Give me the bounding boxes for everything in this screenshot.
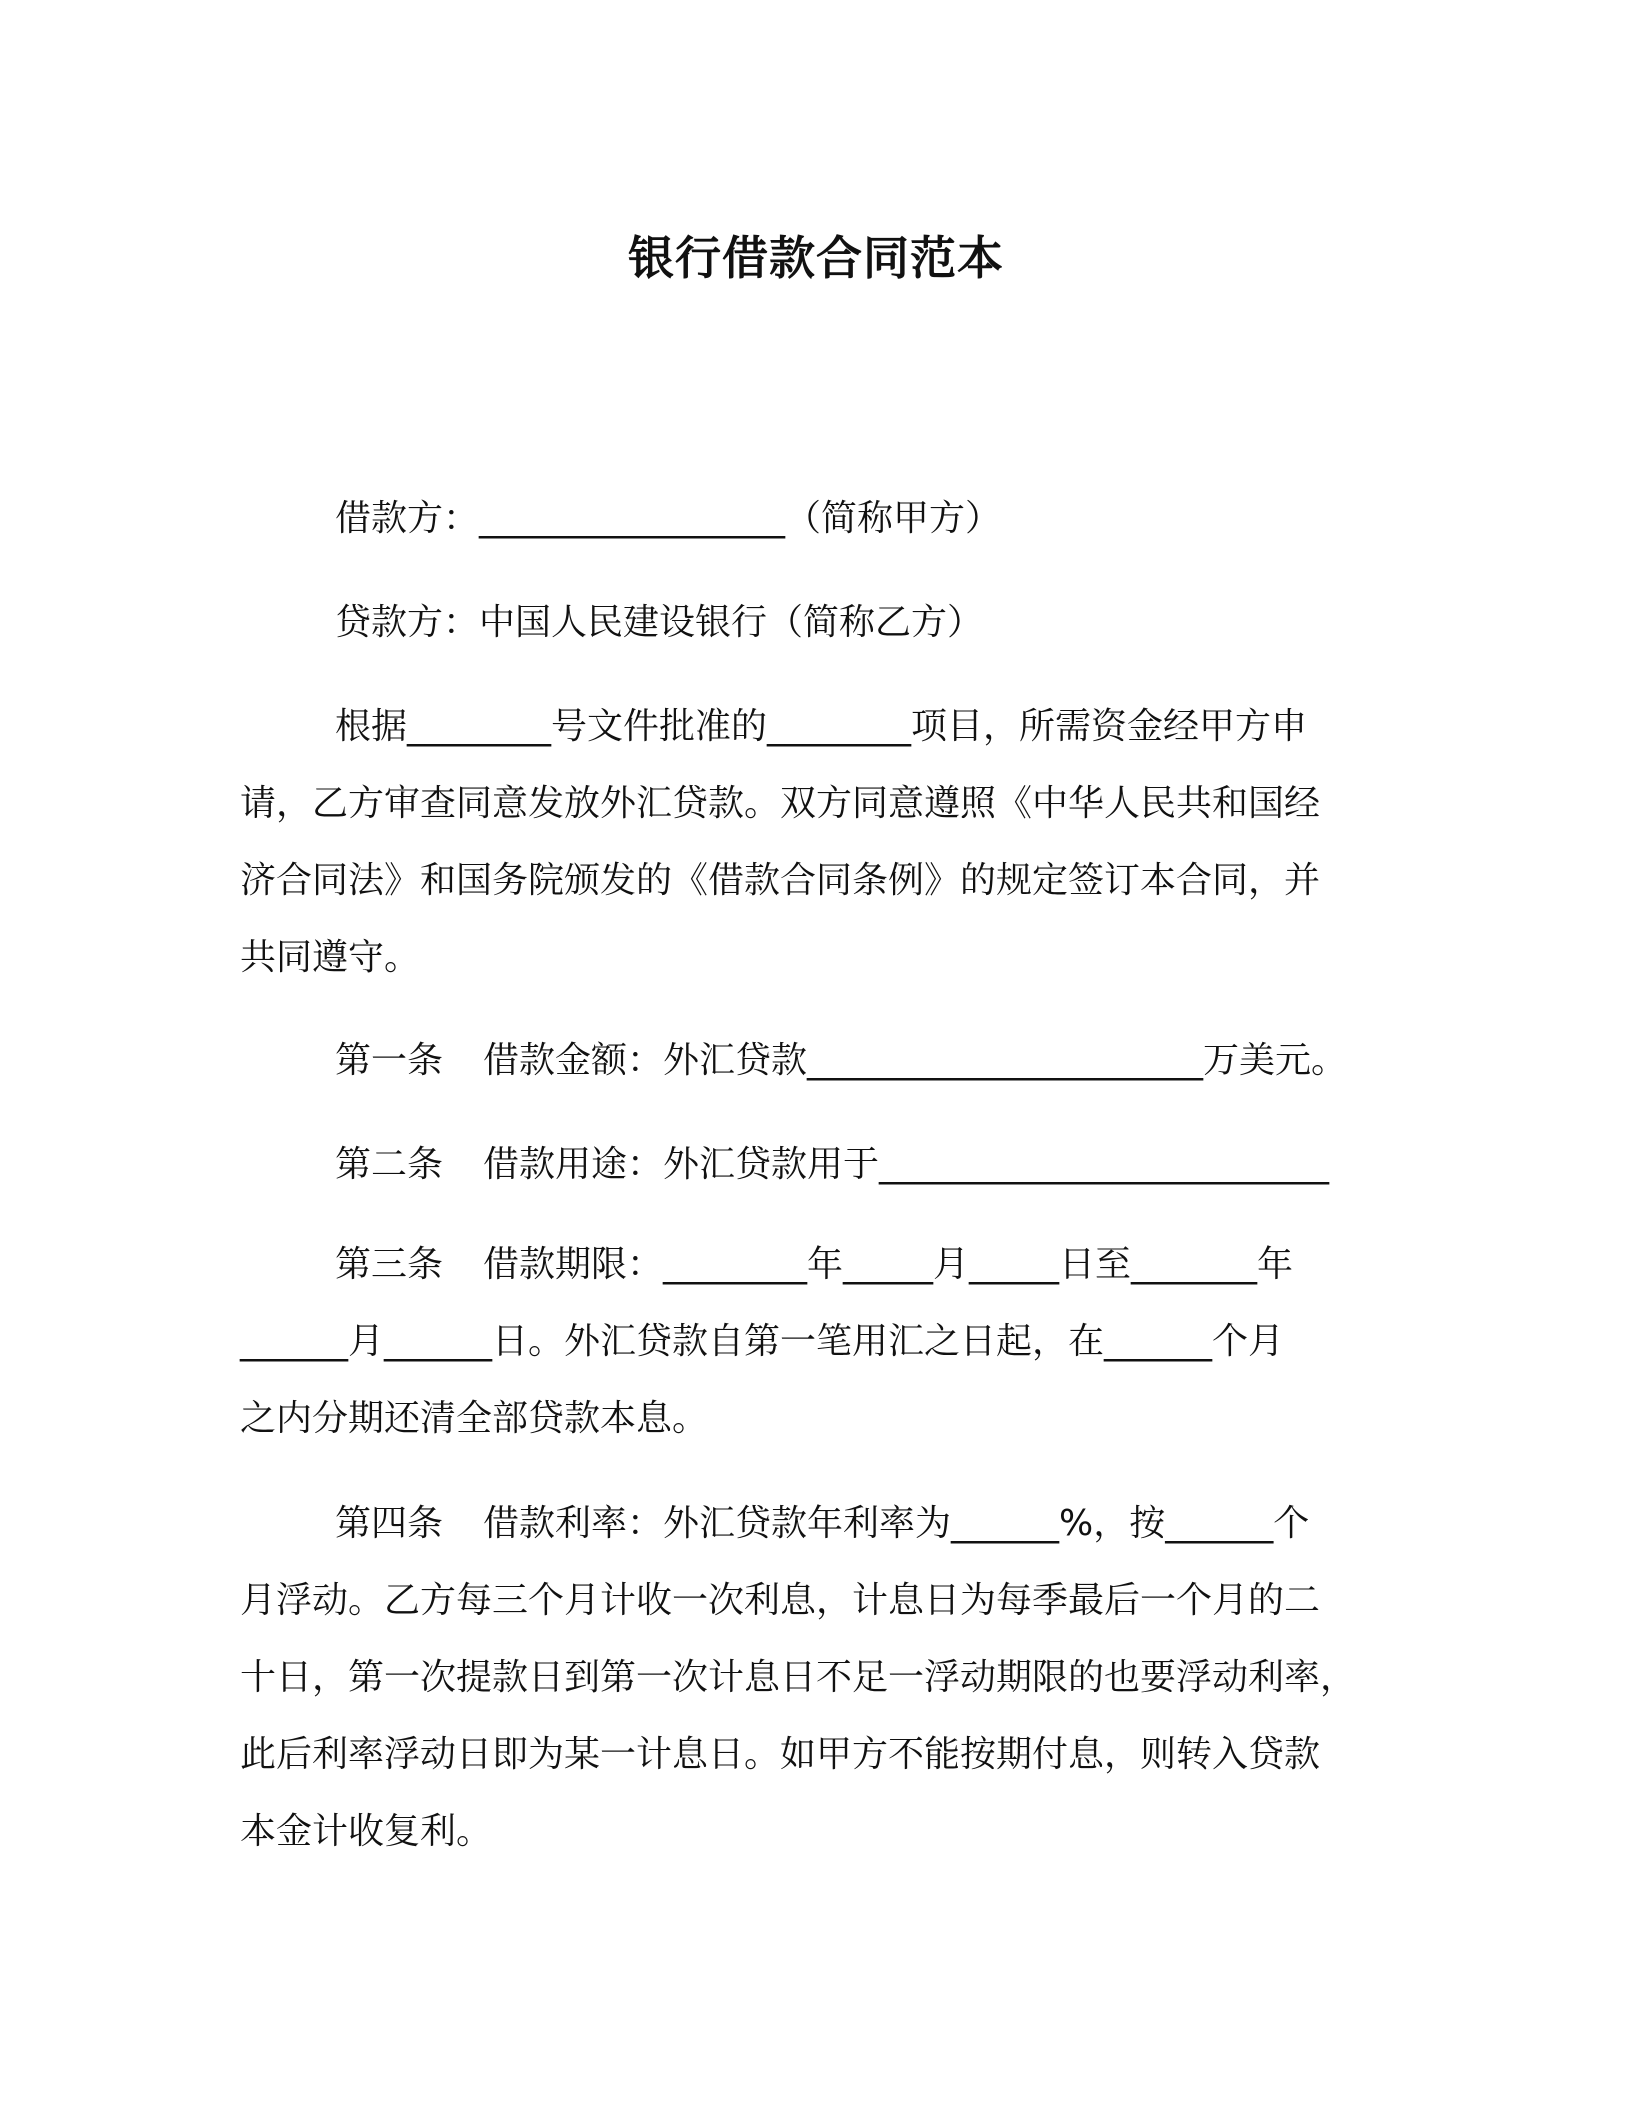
article-label: 第一条: [335, 1040, 444, 1081]
article-line: ______月______日。外汇贷款自第一笔用汇之日起，在______个月: [240, 1321, 1285, 1362]
article-text: 借款用途：外汇贷款用于_________________________: [483, 1144, 1330, 1185]
preamble-line: 共同遵守。: [240, 937, 421, 978]
preamble-line: 济合同法》和国务院颁发的《借款合同条例》的规定签订本合同，并: [240, 860, 1321, 901]
borrower-text: 借款方：_________________（简称甲方）: [335, 498, 1002, 539]
article-line: 此后利率浮动日即为某一计息日。如甲方不能按期付息，则转入贷款: [240, 1734, 1321, 1775]
article-line: [240, 1126, 1410, 1203]
article-3: [240, 1226, 1410, 1457]
article-text: 借款利率：外汇贷款年利率为______%，按______个: [483, 1503, 1310, 1544]
lender-line: [240, 584, 1410, 661]
article-text: 借款金额：外汇贷款______________________万美元。: [483, 1040, 1348, 1081]
article-line: 本金计收复利。: [240, 1811, 493, 1852]
borrower-line: [240, 480, 1410, 557]
lender-text: 贷款方：中国人民建设银行（简称乙方）: [335, 602, 984, 643]
article-1: [240, 1022, 1410, 1099]
article-line: [240, 1485, 1410, 1562]
article-label: 第四条: [335, 1503, 444, 1544]
preamble-line: 请，乙方审查同意发放外汇贷款。双方同意遵照《中华人民共和国经: [240, 783, 1321, 824]
article-label: 第三条: [335, 1244, 444, 1285]
article-line: 之内分期还清全部贷款本息。: [240, 1398, 709, 1439]
article-line: 十日，第一次提款日到第一次计息日不足一浮动期限的也要浮动利率，: [240, 1657, 1357, 1698]
article-line: 月浮动。乙方每三个月计收一次利息，计息日为每季最后一个月的二: [240, 1580, 1321, 1621]
article-4: [240, 1485, 1410, 1870]
document-title: 银行借款合同范本: [628, 231, 1004, 285]
article-line: [240, 1022, 1410, 1099]
preamble-paragraph: [240, 688, 1410, 996]
article-label: 第二条: [335, 1144, 444, 1185]
preamble-line: 根据________号文件批准的________项目，所需资金经甲方申: [335, 706, 1308, 747]
article-line: [240, 1226, 1410, 1303]
article-text: 借款期限：________年_____月_____日至_______年: [483, 1244, 1294, 1285]
article-2: [240, 1126, 1410, 1203]
